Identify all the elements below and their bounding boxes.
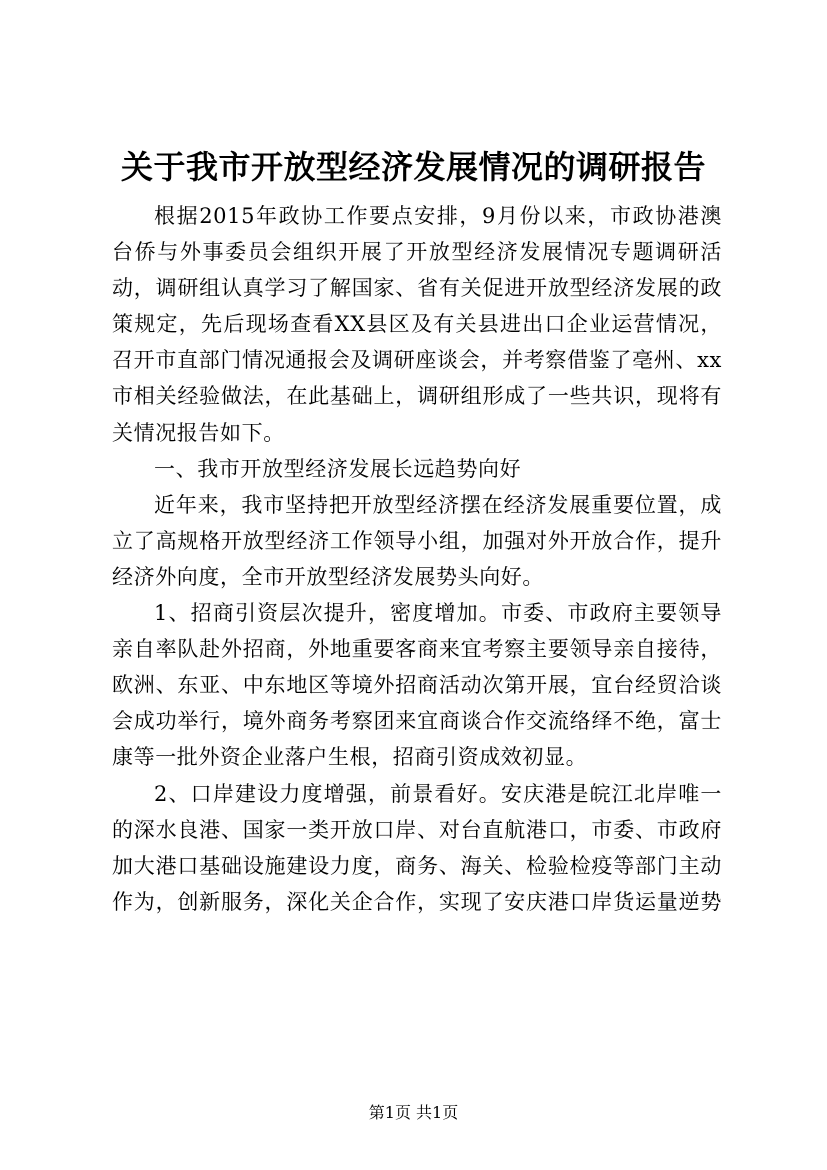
text-line: 加大港口基础设施建设力度，商务、海关、检验检疫等部门主动 [112, 853, 722, 878]
text-line: 策规定，先后现场查看XX县区及有关县进出口企业运营情况， [112, 312, 722, 337]
paragraph-overview [112, 487, 722, 595]
text-line: 康等一批外资企业落户生根，招商引资成效初显。 [112, 745, 588, 770]
text-line: 根据2015年政协工作要点安排，9月份以来，市政协港澳 [154, 204, 722, 228]
text-line: 台侨与外事委员会组织开展了开放型经济发展情况专题调研活 [112, 240, 722, 265]
text-line: 亲自率队赴外招商，外地重要客商来宜考察主要领导亲自接待， [112, 637, 722, 662]
text-line: 2、口岸建设力度增强，前景看好。安庆港是皖江北岸唯一 [154, 781, 722, 806]
paragraph-port [112, 776, 722, 920]
page-title: 关于我市开放型经济发展情况的调研报告 [120, 148, 706, 186]
text-line: 一、我市开放型经济发展长远趋势向好 [154, 456, 522, 481]
text-line: 会成功举行，境外商务考察团来宜商谈合作交流络绎不绝，富士 [112, 709, 722, 734]
text-line: 欧洲、东亚、中东地区等境外招商活动次第开展，宜台经贸洽谈 [112, 673, 722, 698]
paragraph-intro [112, 198, 722, 451]
page-footer: 第1页 共1页 [368, 1103, 459, 1122]
text-line: 1、招商引资层次提升，密度增加。市委、市政府主要领导 [154, 601, 722, 626]
document-body [112, 198, 722, 920]
text-line: 动，调研组认真学习了解国家、省有关促进开放型经济发展的政 [112, 276, 722, 301]
text-line: 经济外向度，全市开放型经济发展势头向好。 [112, 564, 544, 589]
text-line: 召开市直部门情况通报会及调研座谈会，并考察借鉴了亳州、xx [112, 348, 722, 373]
text-line: 近年来，我市坚持把开放型经济摆在经济发展重要位置，成 [154, 492, 722, 517]
text-line: 作为，创新服务，深化关企合作，实现了安庆港口岸货运量逆势 [112, 889, 722, 914]
text-line: 市相关经验做法，在此基础上，调研组形成了一些共识，现将有 [112, 384, 722, 409]
section-heading [112, 451, 722, 487]
text-line: 立了高规格开放型经济工作领导小组，加强对外开放合作，提升 [112, 528, 722, 553]
text-line: 关情况报告如下。 [112, 420, 285, 445]
text-line: 的深水良港、国家一类开放口岸、对台直航港口，市委、市政府 [112, 817, 722, 842]
paragraph-investment [112, 595, 722, 775]
